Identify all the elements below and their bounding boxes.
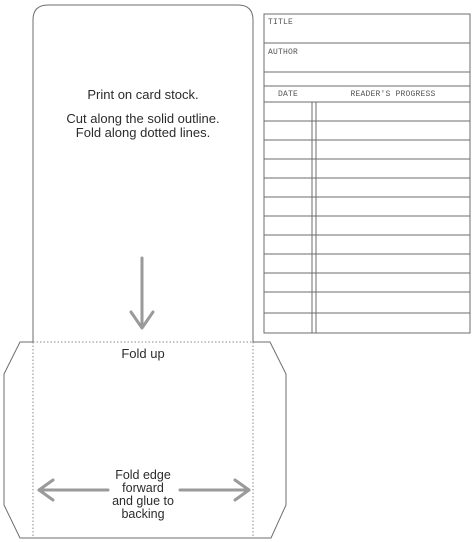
fold-left-arrow-icon — [39, 480, 108, 500]
fold-edge-label — [100, 469, 186, 521]
library-card — [264, 14, 470, 333]
fold-edge-line-3: and glue to — [112, 494, 174, 508]
fold-up-arrow-icon — [131, 258, 153, 328]
card-progress-header: READER'S PROGRESS — [350, 90, 436, 99]
fold-instruction: Fold along dotted lines. — [75, 125, 211, 140]
fold-up-label: Fold up — [121, 346, 165, 361]
card-title-label: TITLE — [268, 18, 294, 27]
card-date-header: DATE — [277, 90, 298, 99]
cut-instruction: Cut along the solid outline. — [66, 111, 220, 126]
fold-edge-line-2: forward — [122, 481, 164, 495]
fold-edge-line-1: Fold edge — [115, 468, 171, 482]
pocket-cut-outline — [4, 5, 286, 538]
card-row-lines — [264, 121, 470, 313]
library-card-border — [264, 14, 470, 333]
print-instruction: Print on card stock. — [87, 87, 199, 102]
fold-edge-line-4: backing — [121, 507, 165, 521]
fold-right-arrow-icon — [180, 480, 249, 500]
card-author-label: AUTHOR — [268, 48, 299, 57]
